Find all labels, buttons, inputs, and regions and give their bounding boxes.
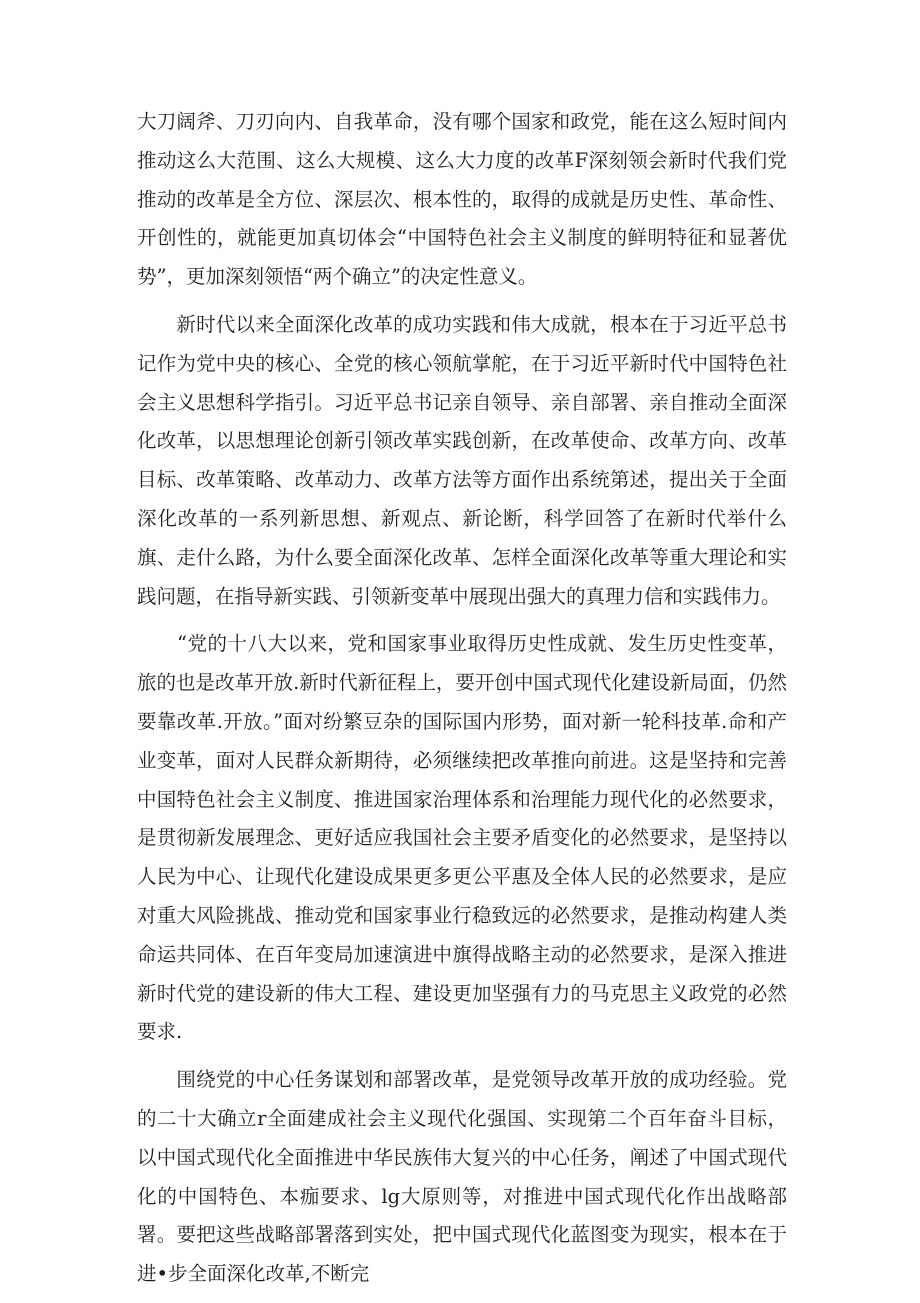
document-body <box>137 103 787 1303</box>
paragraph-1: 大刀阔斧、刀刃向内、自我革命，没有哪个国家和政党，能在这么短时间内推动这么大范围、这么大规模、这么大力度的改革F深刻领会新时代我们党推动的改革是全方位、深层次、根本性的，取得的成就是历史性、革命性、开创性的，就能更加真切体会“中国特色社会主义制度的鲜明特征和显著优势”，更加深刻领悟“两个确立”的决定性意义。 <box>137 110 787 289</box>
paragraph-3: “党的十八大以来，党和国家事业取得历史性成就、发生历史性变革，旅的也是改革开放.新时代新征程上，要开创中国式现代化建设新局面，仍然要靠改革.开放。”面对纷繁豆杂的国际国内形势，面对新一轮科技革.命和产业变革，面对人民群众新期待，必须继续把改革推向前进。这是坚持和完善中国特色社会主义制度、推进国家治理体系和治理能力现代化的必然要求，是贯彻新发展理念、更好适应我国社会主要矛盾变化的必然要求，是坚持以人民为中心、让现代化建设成果更多更公平惠及全体人民的必然要求，是应对重大风险挑战、推动党和国家事业行稳致远的必然要求，是推动构建人类命运共同体、在百年变局加速演进中旗得战略主动的必然要求，是深入推进新时代党的建设新的伟大工程、建设更加坚强有力的马克思主义政党的必然要求. <box>137 632 787 1044</box>
paragraph-4: 围绕党的中心任务谋划和部署改革，是党领导改革开放的成功经验。党的二十大确立r全面建成社会主义现代化强国、实现第二个百年奋斗目标，以中国式现代化全面推进中华民族伟大复兴的中心任务，阐述了中国式现代化的中国特色、本痂要求、lg大原则等，对推进中国式现代化作出战略部署。要把这些战略部署落到实处，把中国式现代化蓝图变为现实，根本在于进•步全面深化改革,不断完 <box>137 1068 787 1286</box>
paragraph-2: 新时代以来全面深化改革的成功实践和伟大成就，根本在于习近平总书记作为党中央的核心、全党的核心领航掌舵，在于习近平新时代中国特色社会主义思想科学指引。习近平总书记亲自领导、亲自部署、亲自推动全面深化改革，以思想理论创新引领改革实践创新，在改革使命、改革方向、改革目标、改革策略、改革动力、改革方法等方面作出系统第述，提出关于全面深化改革的一系列新思想、新观点、新论断，科学回答了在新时代举什么旗、走什么路，为什么要全面深化改革、怎样全面深化改革等重大理论和实践问题，在指导新实践、引领新变革中展现出强大的真理力信和实践伟力。 <box>137 312 787 608</box>
